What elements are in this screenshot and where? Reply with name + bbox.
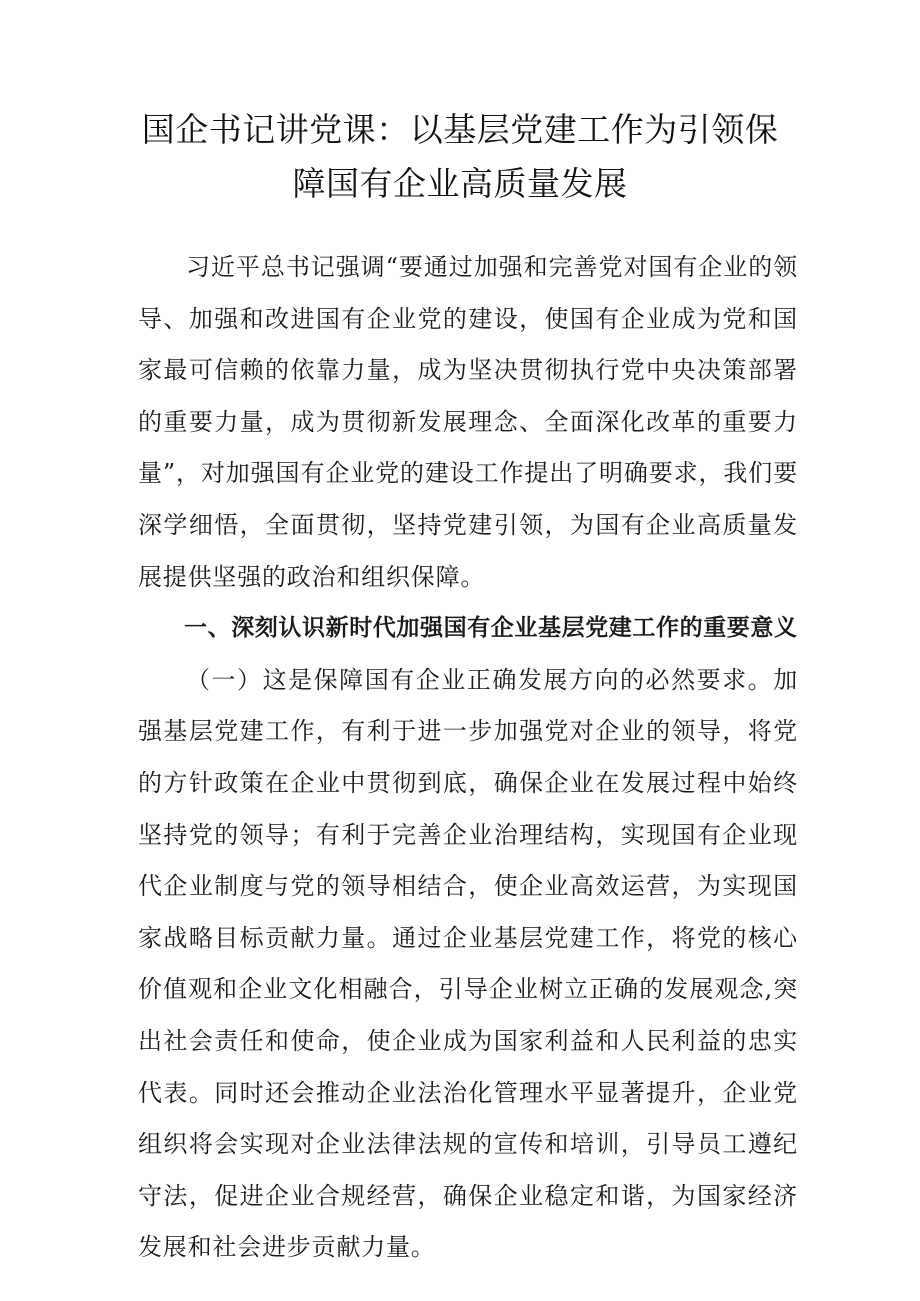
- intro-paragraph: 习近平总书记强调“要通过加强和完善党对国有企业的领导、加强和改进国有企业党的建设，使国有企业成为党和国家最可信赖的依靠力量，成为坚决贯彻执行党中央决策部署的重要力量，成为贯彻新发展理念、全面深化改革的重要力量”，对加强国有企业党的建设工作提出了明确要求，我们要深学细悟，全面贯彻，坚持党建引领，为国有企业高质量发展提供坚强的政治和组织保障。: [138, 253, 798, 591]
- title-line-2: 障国有企业高质量发展: [292, 164, 628, 203]
- title-line-1: 国企书记讲党课：以基层党建工作为引领保: [141, 110, 779, 149]
- document-title: [0, 103, 920, 211]
- section-paragraph: （一）这是保障国有企业正确发展方向的必然要求。加强基层党建工作，有利于进一步加强党对企业的领导，将党的方针政策在企业中贯彻到底，确保企业在发展过程中始终坚持党的领导；有利于完善企业治理结构，实现国有企业现代企业制度与党的领导相结合，使企业高效运营，为实现国家战略目标贡献力量。通过企业基层党建工作，将党的核心价值观和企业文化相融合，引导企业树立正确的发展观念,突出社会责任和使命，使企业成为国家利益和人民利益的忠实代表。同时还会推动企业法治化管理水平显著提升，企业党组织将会实现对企业法律法规的宣传和培训，引导员工遵纪守法，促进企业合规经营，确保企业稳定和谐，为国家经济发展和社会进步贡献力量。: [138, 665, 798, 1262]
- section-heading: 一、深刻认识新时代加强国有企业基层党建工作的重要意义: [184, 615, 798, 642]
- document-body: [138, 242, 798, 1274]
